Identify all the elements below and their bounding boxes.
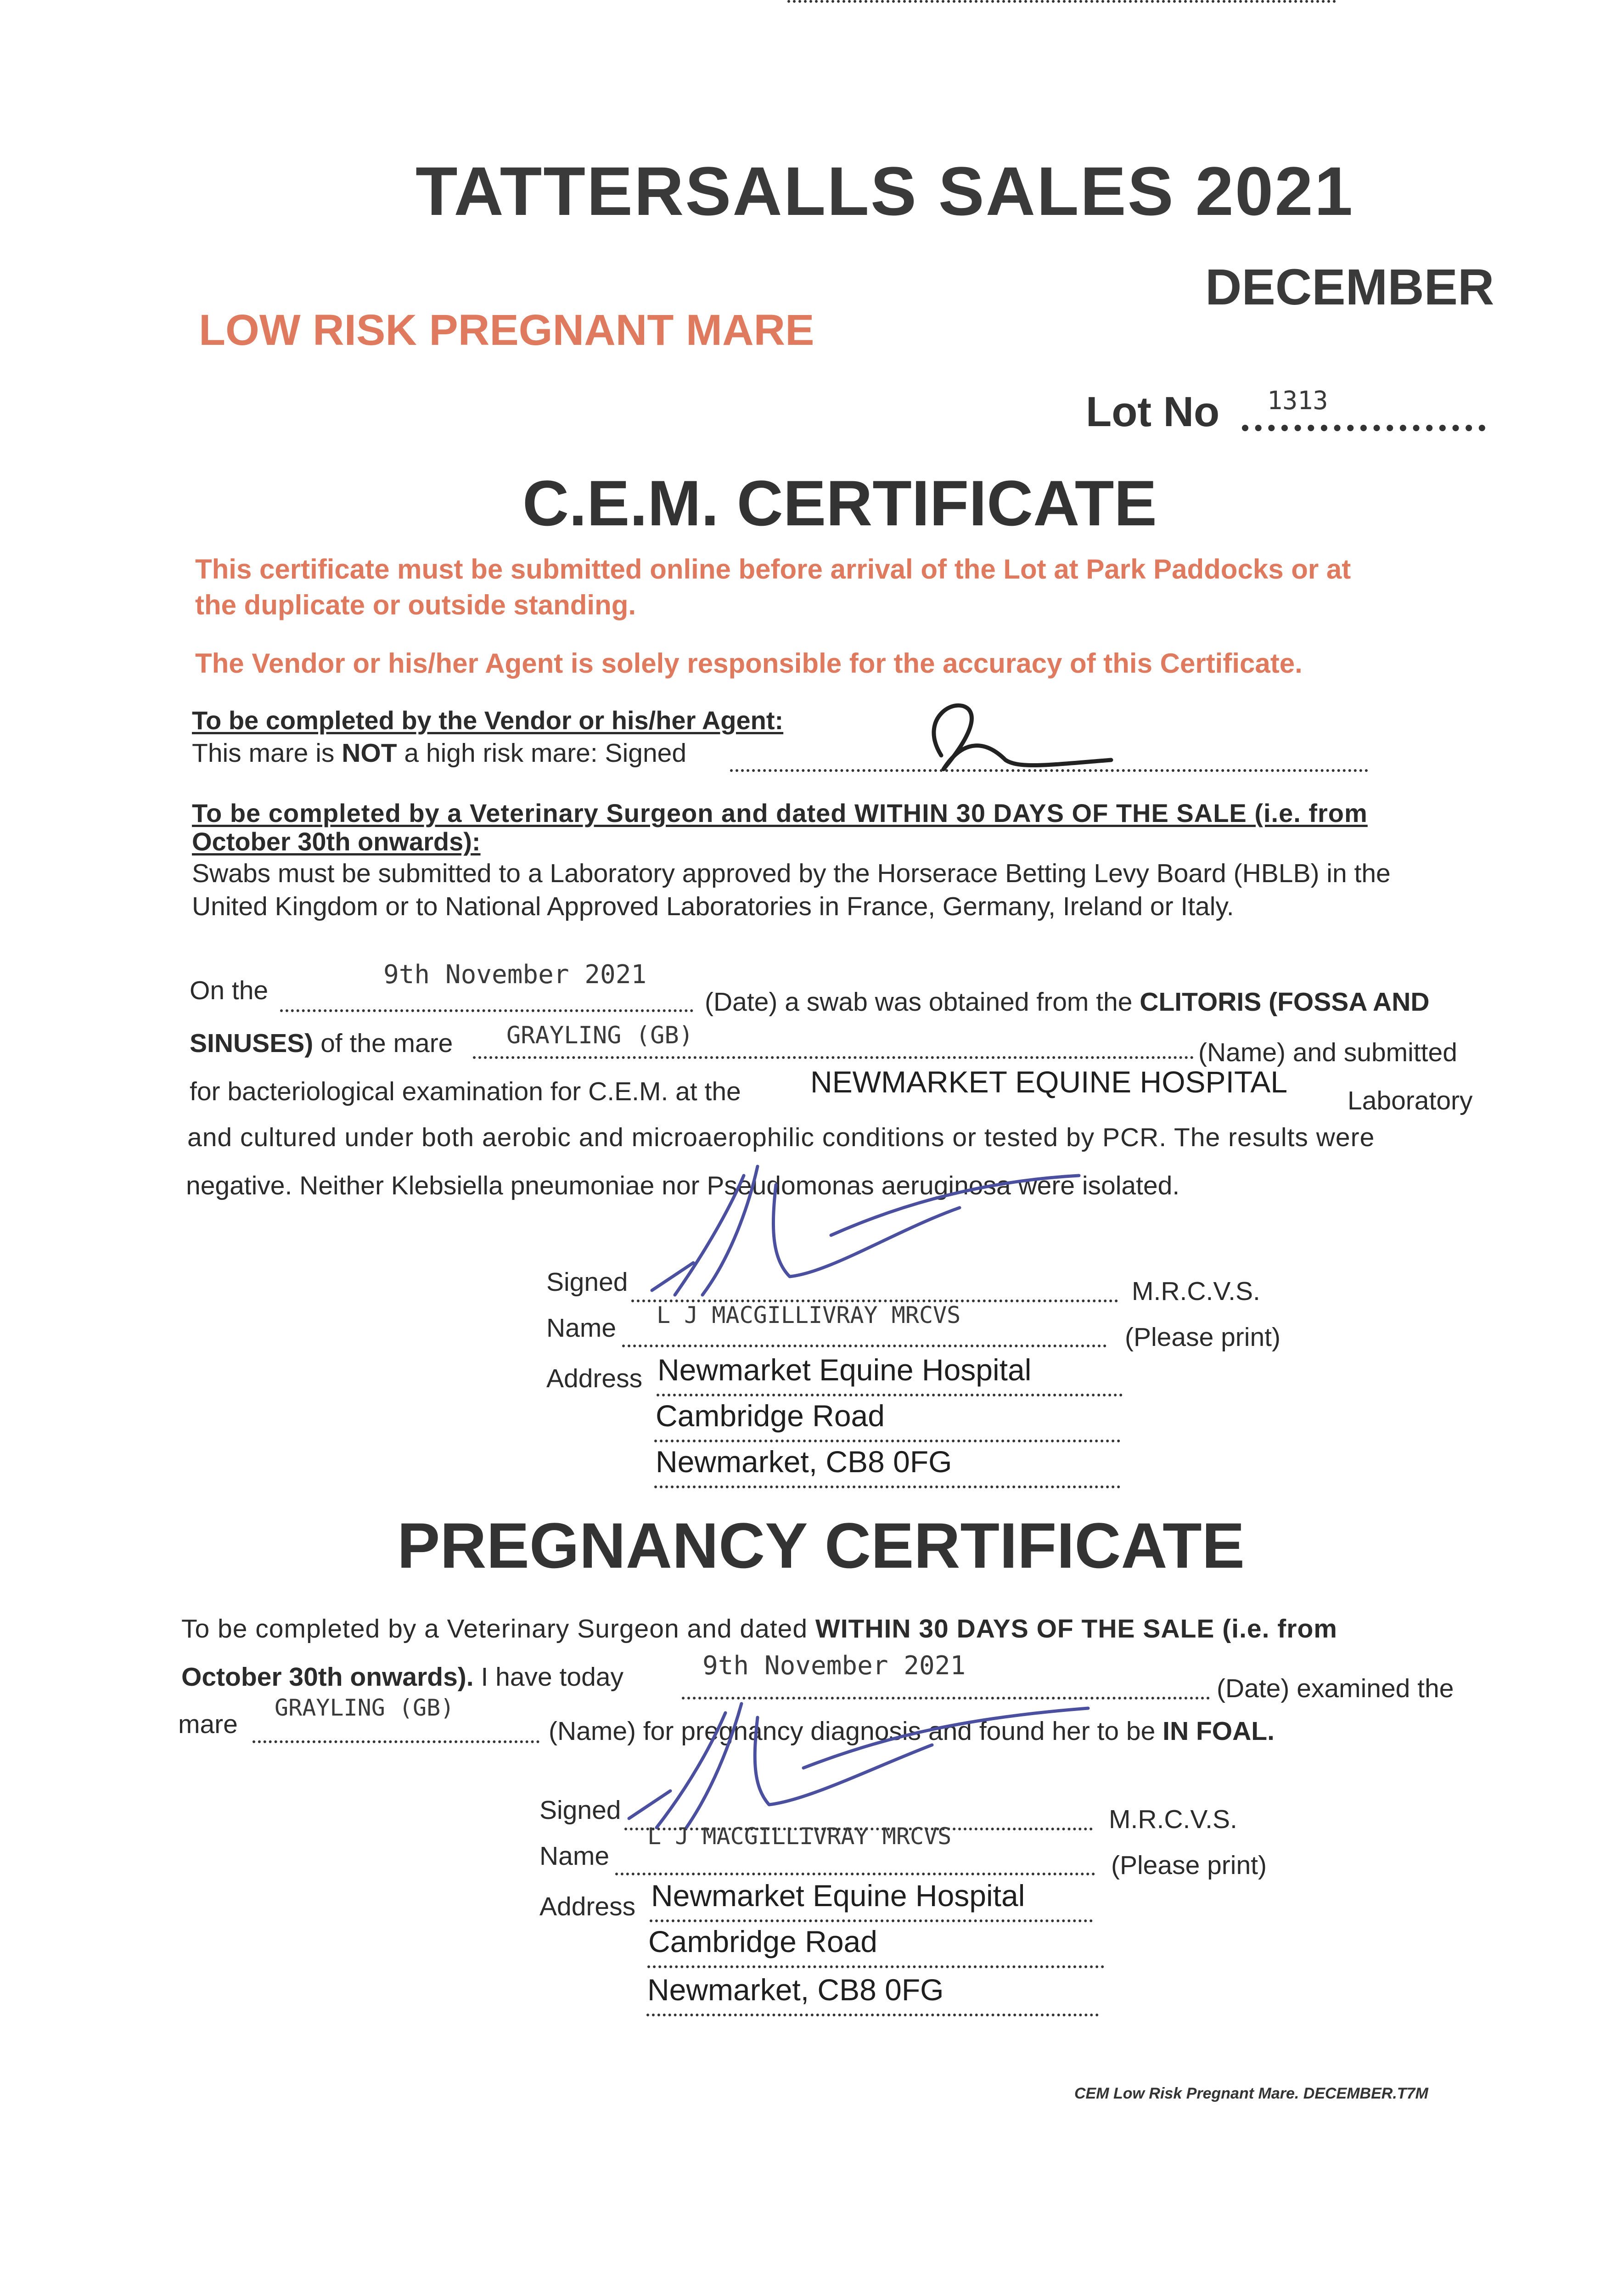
cem-title: C.E.M. CERTIFICATE xyxy=(522,467,1157,539)
vendor-statement-post: a high risk mare: Signed xyxy=(397,738,687,768)
cem-notice-1: This certificate must be submitted online before arrival of the Lot at Park Paddocks or at xyxy=(195,554,1351,585)
lot-dots xyxy=(1242,425,1485,431)
cem-address-2-dots xyxy=(654,1440,1120,1442)
preg-in-foal: IN FOAL. xyxy=(1162,1716,1275,1746)
risk-category: LOW RISK PREGNANT MARE xyxy=(199,306,814,355)
preg-mare-name: GRAYLING (GB) xyxy=(275,1694,455,1721)
document-title: TATTERSALLS SALES 2021 xyxy=(416,152,1354,230)
preg-vet-signature xyxy=(611,1694,1093,1832)
preg-address-3: Newmarket, CB8 0FG xyxy=(647,1973,944,2007)
preg-line-1-bold: WITHIN 30 DAYS OF THE SALE (i.e. from xyxy=(815,1614,1337,1643)
cem-signed-label: Signed xyxy=(546,1267,628,1297)
name-submitted-label: (Name) and submitted xyxy=(1198,1038,1457,1067)
preg-line-2-mid: I have today xyxy=(473,1662,623,1692)
preg-name-dots xyxy=(615,1873,1095,1875)
cem-address-3-dots xyxy=(654,1486,1120,1488)
cem-address-1: Newmarket Equine Hospital xyxy=(657,1353,1032,1387)
preg-address-label: Address xyxy=(539,1892,636,1921)
vet-heading-2: October 30th onwards): xyxy=(192,827,481,856)
footer-ref: CEM Low Risk Pregnant Mare. DECEMBER.T7M xyxy=(1074,2085,1428,2102)
bacterio-label: for bacteriological examination for C.E.M. at the xyxy=(190,1077,741,1106)
cem-mare-name: GRAYLING (GB) xyxy=(506,1022,693,1049)
preg-mare-label: mare xyxy=(178,1710,238,1739)
preg-signed-label: Signed xyxy=(539,1795,621,1825)
cultured-text: and cultured under both aerobic and microaerophilic conditions or tested by PCR. The results were xyxy=(187,1123,1375,1152)
preg-address-2-dots xyxy=(647,1965,1104,1968)
preg-date: 9th November 2021 xyxy=(702,1651,966,1681)
vendor-statement-not: NOT xyxy=(342,738,397,768)
on-the-label: On the xyxy=(190,976,269,1005)
sale-month: DECEMBER xyxy=(1205,259,1494,315)
preg-line-2-bold: October 30th onwards). xyxy=(181,1662,474,1692)
cem-vet-name: L J MACGILLIVRAY MRCVS xyxy=(657,1302,961,1328)
vendor-heading: To be completed by the Vendor or his/her Agent: xyxy=(192,706,784,735)
preg-address-3-dots xyxy=(646,2014,1099,2016)
pregnancy-title: PREGNANCY CERTIFICATE xyxy=(397,1509,1245,1581)
cem-name-label: Name xyxy=(546,1313,617,1343)
swab-obtained-pre: (Date) a swab was obtained from the xyxy=(705,987,1140,1017)
sinuses-label: SINUSES) xyxy=(190,1029,314,1058)
preg-mrcvs-label: M.R.C.V.S. xyxy=(1109,1805,1237,1834)
swab-obtained-text xyxy=(705,985,1430,1019)
cem-address-2: Cambridge Road xyxy=(656,1399,885,1433)
cem-please-print: (Please print) xyxy=(1125,1322,1280,1352)
swab-site: CLITORIS (FOSSA AND xyxy=(1140,987,1430,1017)
cem-mare-dots xyxy=(473,1056,1194,1059)
cem-vet-signature xyxy=(638,1157,1120,1304)
cem-address-3: Newmarket, CB8 0FG xyxy=(656,1445,952,1479)
cem-mrcvs-label: M.R.C.V.S. xyxy=(1132,1277,1260,1306)
cem-notice-2: The Vendor or his/her Agent is solely responsible for the accuracy of this Certificate. xyxy=(195,648,1303,679)
vendor-signature xyxy=(900,691,1139,778)
mare-line xyxy=(190,1026,453,1060)
laboratory-label: Laboratory xyxy=(1348,1086,1473,1115)
preg-address-1-dots xyxy=(650,1919,1093,1922)
of-the-mare-label: of the mare xyxy=(313,1029,453,1058)
cem-address-label: Address xyxy=(546,1364,643,1393)
swab-text-2: United Kingdom or to National Approved Laboratories in France, Germany, Ireland or Italy. xyxy=(192,892,1234,921)
lab-name: NEWMARKET EQUINE HOSPITAL xyxy=(810,1065,1288,1099)
lot-number: 1313 xyxy=(1267,386,1328,415)
cem-date-dots xyxy=(280,1009,693,1012)
vendor-statement-pre: This mare is xyxy=(192,738,342,768)
lab-dots xyxy=(787,0,1336,3)
preg-please-print: (Please print) xyxy=(1111,1851,1267,1880)
negative-text: negative. Neither Klebsiella pneumoniae nor Pseudomonas aeruginosa were isolated. xyxy=(186,1171,1180,1200)
cem-name-dots xyxy=(622,1345,1106,1347)
cem-address-1-dots xyxy=(657,1394,1123,1396)
vendor-statement xyxy=(192,736,686,770)
cem-date: 9th November 2021 xyxy=(383,960,647,990)
cem-notice-1b: the duplicate or outside standing. xyxy=(195,590,636,620)
preg-line-3-mid: (Name) for pregnancy diagnosis and found her to be xyxy=(549,1716,1163,1746)
preg-address-2: Cambridge Road xyxy=(648,1925,877,1958)
lot-label: Lot No xyxy=(1086,388,1220,435)
preg-vet-name: L J MACGILLIVRAY MRCVS xyxy=(647,1823,952,1850)
preg-name-label: Name xyxy=(539,1841,610,1871)
preg-line-2 xyxy=(181,1660,623,1694)
preg-line-1-pre: To be completed by a Veterinary Surgeon and dated xyxy=(181,1614,815,1643)
vet-heading-1: To be completed by a Veterinary Surgeon and dated WITHIN 30 DAYS OF THE SALE (i.e. from xyxy=(192,799,1368,827)
preg-address-1: Newmarket Equine Hospital xyxy=(651,1879,1025,1913)
preg-mare-dots xyxy=(253,1740,539,1743)
swab-text-1: Swabs must be submitted to a Laboratory approved by the Horserace Betting Levy Board (HBLB) in the xyxy=(192,859,1391,888)
preg-line-1 xyxy=(181,1612,1337,1646)
preg-line-2-post: (Date) examined the xyxy=(1217,1674,1454,1703)
